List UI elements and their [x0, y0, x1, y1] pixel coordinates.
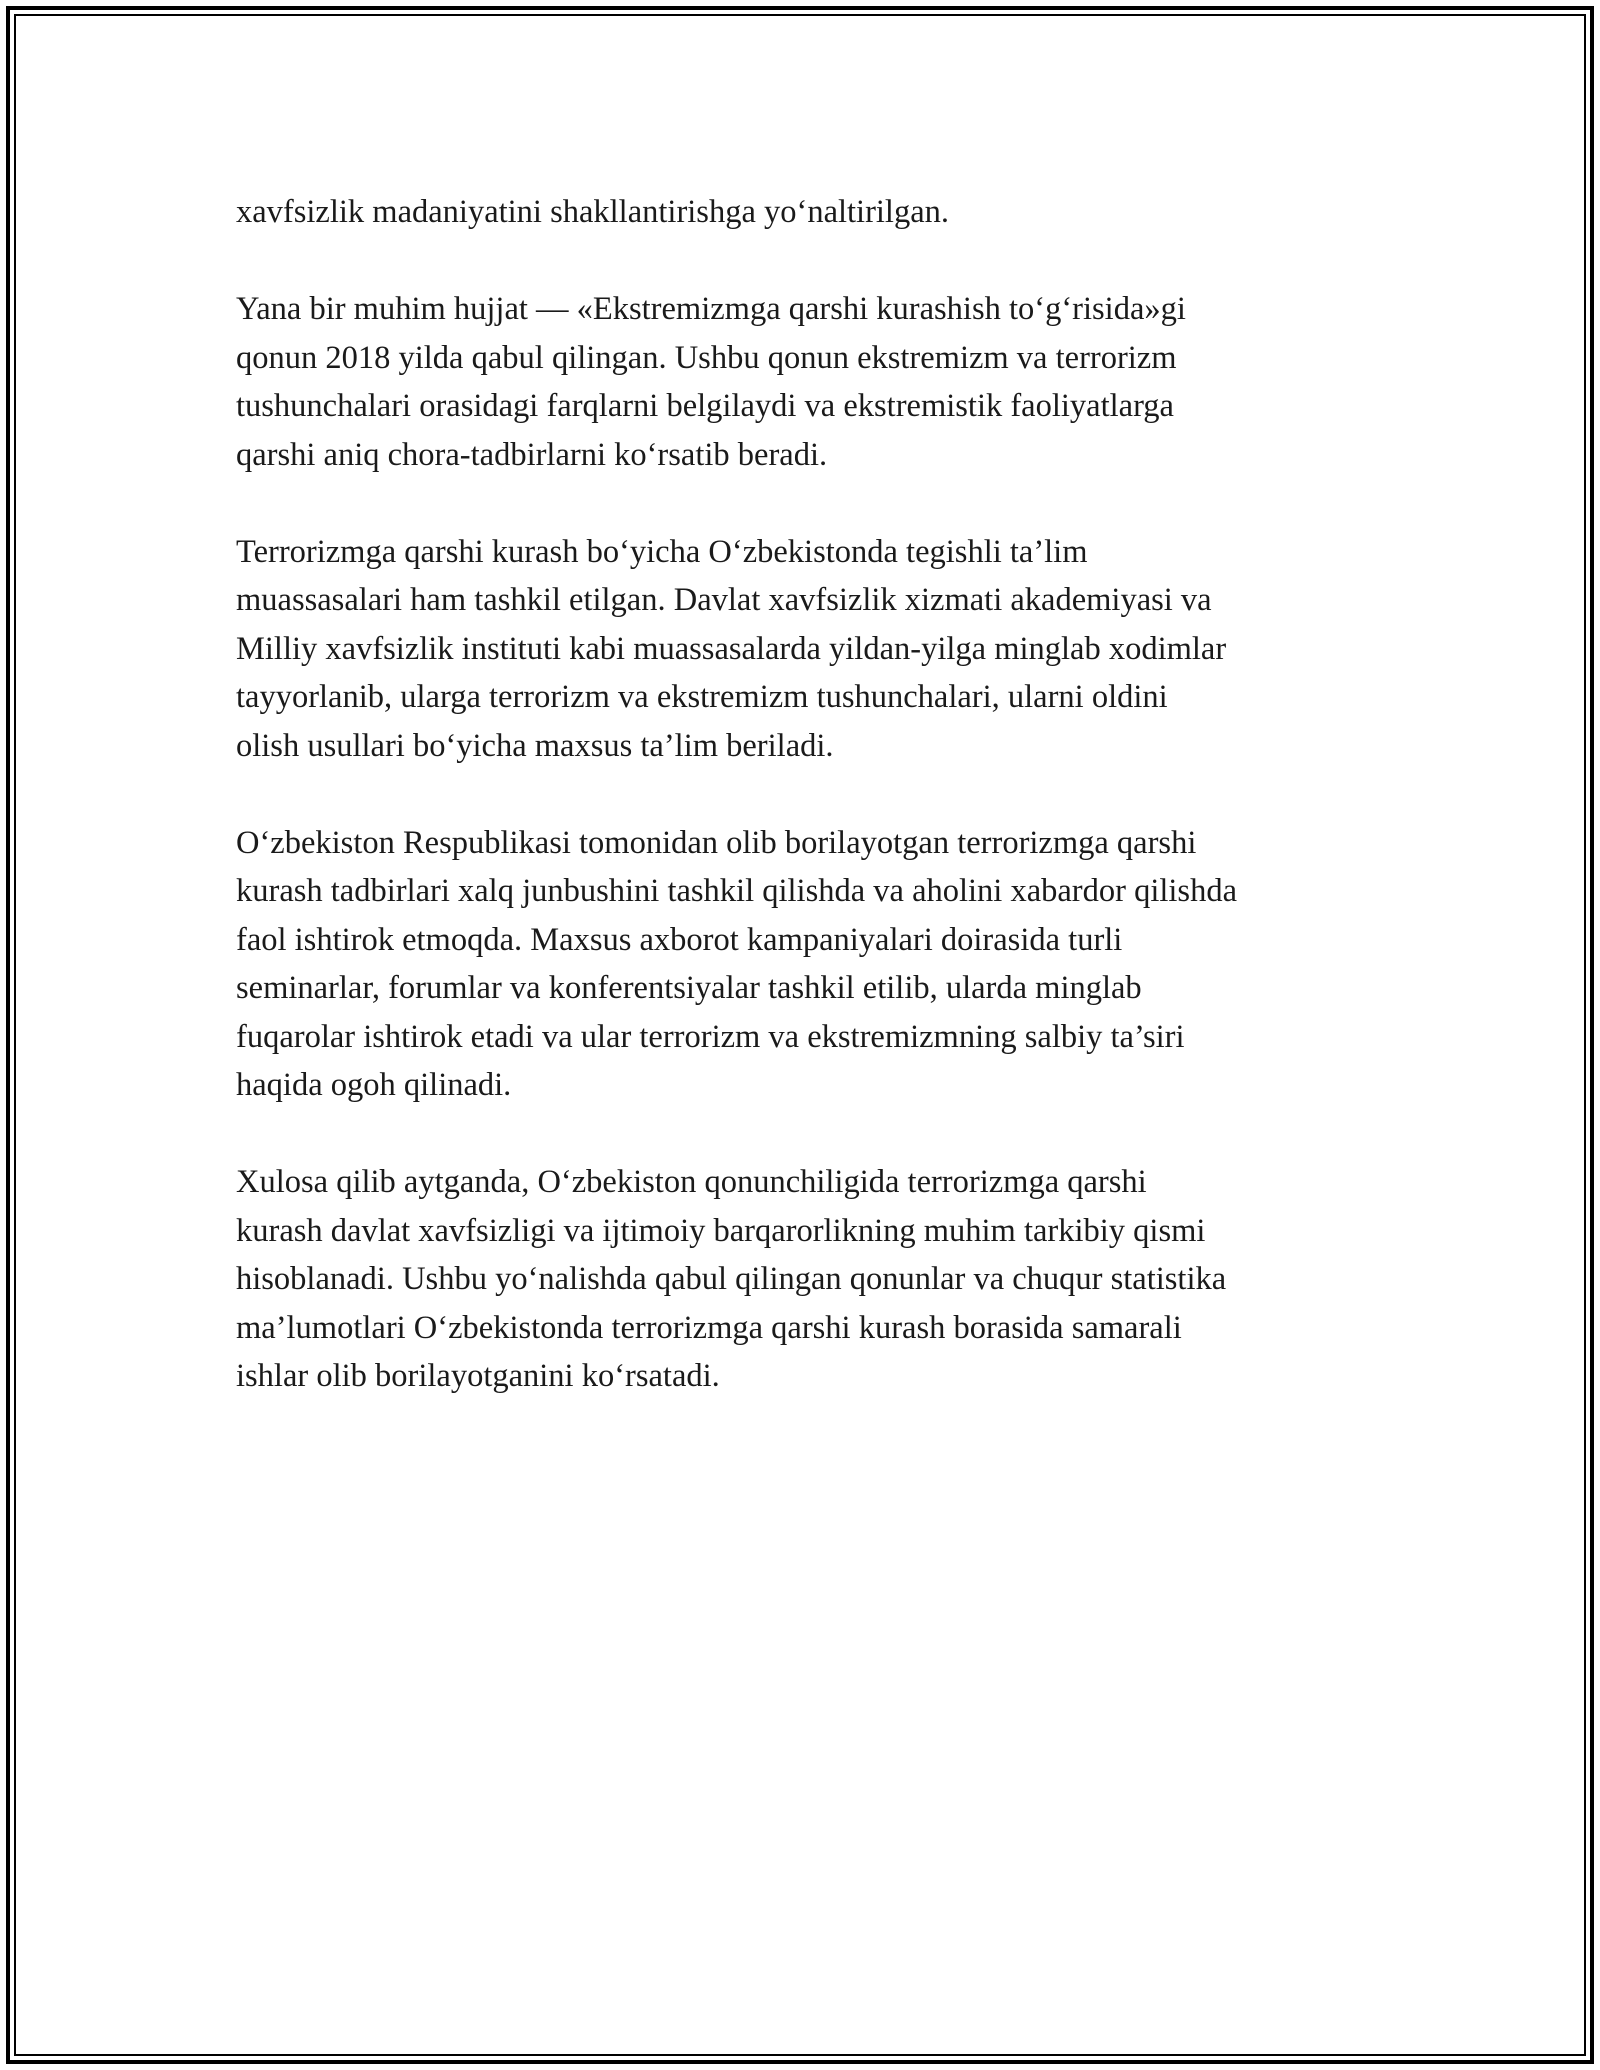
- paragraph-continuation: xavfsizlik madaniyatini shakllantirishga yo‘naltirilgan.: [236, 194, 950, 230]
- paragraph-public-awareness: O‘zbekiston Respublikasi tomonidan olib borilayotgan terrorizmga qarshi kurash tadbirlari xalq junbushini tashkil qilishda va aholini xabardor qilishda faol ishtirok etmoqda. Maxsus axborot kampaniyalari doirasida turli seminarlar, forumlar va konferentsiyalar tashkil etilib, ularda minglab fuqarolar ishtirok etadi va ular terrorizm va ekstremizmning salbiy ta’siri haqida ogoh qilinadi.: [236, 824, 1237, 1103]
- document-body: [236, 188, 1376, 1449]
- paragraph-extremism-law: Yana bir muhim hujjat — «Ekstremizmga qarshi kurashish to‘g‘risida»gi qonun 2018 yilda qabul qilingan. Ushbu qonun ekstremizm va terrorizm tushunchalari orasidagi farqlarni belgilaydi va ekstremistik faoliyatlarga qarshi aniq chora-tadbirlarni ko‘rsatib beradi.: [236, 291, 1186, 473]
- paragraph-conclusion: Xulosa qilib aytganda, O‘zbekiston qonunchiligida terrorizmga qarshi kurash davlat xavfsizligi va ijtimoiy barqarorlikning muhim tarkibiy qismi hisoblanadi. Ushbu yo‘nalishda qabul qilingan qonunlar va chuqur statistika ma’lumotlari O‘zbekistonda terrorizmga qarshi kurash borasida samarali ishlar olib borilayotganini ko‘rsatadi.: [236, 1164, 1227, 1394]
- paragraph-education-institutions: Terrorizmga qarshi kurash bo‘yicha O‘zbekistonda tegishli ta’lim muassasalari ham tashkil etilgan. Davlat xavfsizlik xizmati akademiyasi va Milliy xavfsizlik instituti kabi muassasalarda yildan-yilga minglab xodimlar tayyorlanib, ularga terrorizm va ekstremizm tushunchalari, ularni oldini olish usullari bo‘yicha maxsus ta’lim beriladi.: [236, 533, 1227, 764]
